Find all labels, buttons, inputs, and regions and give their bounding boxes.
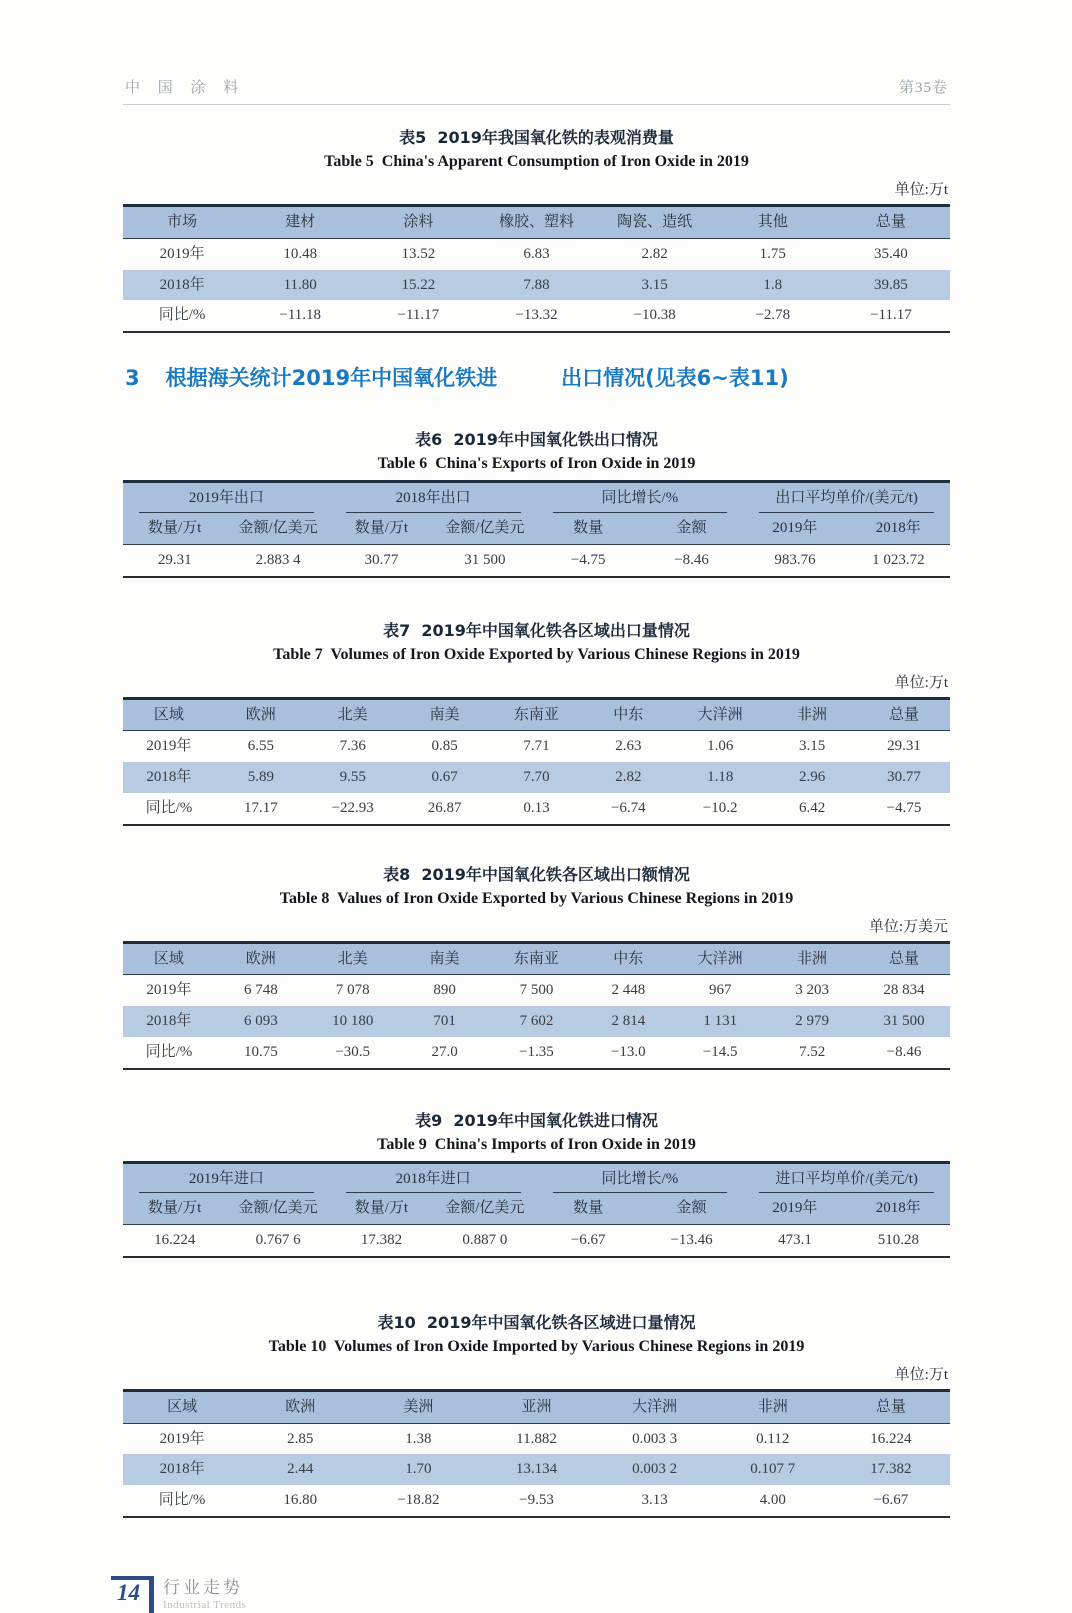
table-row: [123, 1006, 950, 1037]
row-label-cell: 2019年: [146, 738, 192, 755]
group-header-cell: [123, 482, 330, 513]
table-cell: 16.224: [154, 1232, 196, 1248]
table-cell: −4.75: [570, 551, 606, 568]
group-header-label: 2018年进口: [346, 1164, 521, 1194]
table-cell: −6.67: [570, 1232, 606, 1248]
column-header-cell: 区域: [123, 942, 215, 975]
section-number: 3: [125, 366, 140, 390]
column-header-cell: 北美: [307, 942, 399, 975]
column-header-cell: 2019年: [743, 1193, 846, 1224]
table-cell: 510.28: [877, 1232, 919, 1248]
table-cell: −11.18: [279, 307, 322, 324]
table-cell: −10.38: [633, 307, 676, 324]
column-header-cell: 大洋洲: [596, 1390, 714, 1423]
group-header-label: 2019年进口: [139, 1164, 314, 1194]
table-row: [123, 762, 950, 793]
table-cell: 473.1: [778, 1232, 812, 1248]
table7-section: [123, 618, 950, 826]
table-row: [123, 1485, 950, 1517]
table-cell: 0.887 0: [462, 1232, 508, 1248]
group-header-cell: [743, 1162, 950, 1193]
column-header-cell: 东南亚: [491, 698, 583, 731]
table-cell: 2.883 4: [255, 551, 301, 568]
group-header-label: 同比增长/%: [553, 1164, 728, 1194]
table-cell: −10.2: [702, 799, 738, 816]
table-cell: 16.224: [870, 1430, 912, 1447]
table-unit-label: 单位:万t: [894, 1366, 948, 1383]
row-label-cell: 2019年: [159, 1430, 205, 1447]
table-cell: 10 180: [332, 1013, 374, 1029]
table-cell: 1.18: [707, 769, 734, 785]
table-cell: −1.35: [519, 1043, 554, 1060]
table-cell: −2.78: [755, 307, 791, 324]
table-cell: 2 814: [611, 1013, 646, 1029]
group-header-cell: [743, 482, 950, 513]
table-row: [123, 1454, 950, 1485]
table9-section: [123, 1108, 950, 1258]
column-header-cell: 北美: [307, 698, 399, 731]
table-caption-cn: 表9 2019年中国氧化铁进口情况: [415, 1110, 658, 1130]
table-cell: 7.36: [339, 738, 366, 755]
table-cell: 31 500: [464, 551, 506, 568]
column-header-cell: 陶瓷、造纸: [596, 206, 714, 239]
table-caption-cn: 表10 2019年中国氧化铁各区域进口量情况: [377, 1312, 696, 1332]
table-cell: 3.13: [641, 1492, 668, 1508]
table-row: [123, 1423, 950, 1454]
table-cell: 2.82: [641, 245, 668, 262]
column-header-cell: 市场: [123, 206, 241, 239]
table-cell: 11.80: [283, 276, 317, 293]
table-cell: 1.70: [405, 1461, 432, 1478]
table-cell: 2.85: [287, 1430, 314, 1447]
group-header-row: [123, 482, 950, 513]
column-header-cell: 中东: [582, 942, 674, 975]
column-header-cell: 南美: [399, 942, 491, 975]
table-cell: 890: [433, 982, 456, 999]
column-header-cell: 非洲: [714, 1390, 832, 1423]
table-row: [123, 544, 950, 576]
column-header-cell: 欧洲: [215, 698, 307, 731]
table-body: [123, 238, 950, 332]
column-header-cell: 美洲: [359, 1390, 477, 1423]
group-header-cell: [123, 1162, 330, 1193]
column-header-cell: 2019年: [743, 513, 846, 544]
column-header-cell: 金额/亿美元: [226, 1193, 329, 1224]
table-cell: 1.06: [707, 738, 734, 755]
table-cell: 16.80: [283, 1492, 318, 1508]
column-header-cell: 金额/亿美元: [433, 1193, 536, 1224]
table-row: [123, 975, 950, 1006]
column-header-cell: 数量: [537, 1193, 640, 1224]
table-row: [123, 793, 950, 825]
table-body: [123, 1423, 950, 1517]
header-row: [123, 206, 950, 239]
group-header-label: 进口平均单价/(美元/t): [759, 1164, 934, 1194]
footer-labels: [154, 1576, 246, 1612]
table-row: [123, 731, 950, 762]
table-row: [123, 270, 950, 301]
group-header-cell: [537, 1162, 744, 1193]
table-cell: −8.46: [674, 551, 709, 568]
page-footer: [111, 1576, 950, 1613]
table-body: [123, 544, 950, 576]
table-cell: 967: [708, 982, 732, 999]
row-label-cell: 2018年: [159, 1461, 205, 1478]
header-row: [123, 698, 950, 731]
table-cell: 10.48: [283, 245, 318, 262]
table-cell: 7.88: [523, 276, 550, 293]
page-number-bracket: [111, 1576, 154, 1613]
table-unit-label: 单位:万美元: [868, 918, 948, 935]
column-header-cell: 金额/亿美元: [433, 513, 536, 544]
column-header-cell: 欧洲: [215, 942, 307, 975]
table-caption-en: Table 7 Volumes of Iron Oxide Exported by Various Chinese Regions in 2019: [273, 645, 800, 663]
table-header: [123, 1162, 950, 1225]
table-cell: 0.107 7: [750, 1461, 796, 1478]
table6-section: [123, 427, 950, 577]
table-cell: 6.83: [523, 245, 550, 262]
table-caption-cn: 表6 2019年中国氧化铁出口情况: [415, 430, 658, 450]
table-body: [123, 1225, 950, 1257]
table-cell: 6.55: [247, 738, 274, 755]
table-row: [123, 300, 950, 332]
column-header-cell: 橡胶、塑料: [477, 206, 595, 239]
column-header-cell: 金额: [640, 513, 743, 544]
table-cell: 0.85: [431, 738, 458, 755]
table8-section: [123, 862, 950, 1070]
column-header-cell: 数量/万t: [123, 1193, 226, 1224]
table-cell: 2 979: [795, 1013, 829, 1029]
column-header-cell: 大洋洲: [674, 698, 766, 731]
table-cell: 1.38: [405, 1430, 432, 1447]
table-caption-en: Table 6 China's Exports of Iron Oxide in 2019: [377, 455, 696, 473]
table-cell: 5.89: [247, 769, 274, 785]
table-cell: −6.67: [873, 1492, 909, 1508]
table-cell: −13.46: [670, 1232, 713, 1248]
table-cell: 6 093: [243, 1013, 278, 1029]
column-header-cell: 总量: [858, 942, 950, 975]
table-cell: 29.31: [887, 738, 921, 755]
table-cell: 2.63: [615, 738, 642, 755]
table-cell: 7 078: [335, 982, 370, 999]
data-table: [123, 1161, 950, 1258]
table-cell: 39.85: [874, 276, 908, 293]
column-header-cell: 东南亚: [491, 942, 583, 975]
column-header-cell: 南美: [399, 698, 491, 731]
table-header: [123, 942, 950, 975]
table-cell: −18.82: [397, 1492, 440, 1508]
table-cell: 7 500: [519, 982, 554, 999]
header-row: [123, 1390, 950, 1423]
table-header: [123, 1390, 950, 1423]
table-cell: −11.17: [397, 307, 440, 324]
table-cell: 17.382: [360, 1232, 403, 1248]
table-cell: 30.77: [887, 769, 921, 785]
page-number: 14: [117, 1579, 140, 1605]
table-cell: 7.52: [798, 1043, 826, 1060]
column-header-cell: 非洲: [766, 942, 858, 975]
table-header: [123, 482, 950, 545]
table-cell: 7.71: [523, 738, 550, 755]
group-header-row: [123, 1162, 950, 1193]
table-unit-label: 单位:万t: [894, 182, 948, 198]
table-cell: 1.75: [759, 245, 786, 262]
column-header-cell: 区域: [123, 698, 215, 731]
group-header-cell: [537, 482, 744, 513]
column-header-cell: 建材: [241, 206, 359, 239]
column-header-cell: 数量/万t: [330, 1193, 433, 1224]
table-caption-en: Table 10 Volumes of Iron Oxide Imported by Various Chinese Regions in 2019: [268, 1337, 805, 1355]
group-header-label: 2019年出口: [139, 483, 314, 513]
table-caption-cn: 表7 2019年中国氧化铁各区域出口量情况: [383, 620, 690, 640]
table-caption-en: Table 5 China's Apparent Consumption of Iron Oxide in 2019: [324, 153, 749, 170]
running-head: [123, 0, 950, 105]
table-cell: 3.15: [798, 738, 826, 755]
table-cell: 2.82: [615, 769, 642, 785]
table-caption-cn: 表8 2019年中国氧化铁各区域出口额情况: [383, 864, 690, 884]
table-cell: 15.22: [401, 276, 436, 293]
column-header-cell: 2018年: [847, 513, 950, 544]
table-cell: 27.0: [431, 1043, 458, 1060]
table-cell: 31 500: [883, 1013, 925, 1029]
table-body: [123, 975, 950, 1069]
table-cell: 7.70: [523, 769, 550, 785]
journal-name: 中 国 涂 料: [125, 80, 246, 96]
section-heading-part2: 出口情况(见表6~表11): [561, 366, 789, 390]
data-table: [123, 697, 950, 826]
table-cell: −22.93: [331, 799, 374, 816]
table-row: [123, 1037, 950, 1069]
table-cell: 13.134: [515, 1461, 558, 1478]
table-cell: 2 448: [611, 982, 646, 999]
table-cell: 28 834: [883, 982, 925, 999]
table-cell: 701: [433, 1013, 456, 1029]
table-cell: 0.003 2: [632, 1461, 678, 1478]
table-header: [123, 206, 950, 239]
column-header-cell: 总量: [832, 206, 950, 239]
table-cell: 30.77: [364, 551, 399, 568]
group-header-cell: [330, 482, 537, 513]
row-label-cell: 2019年: [159, 245, 205, 262]
column-header-cell: 总量: [858, 698, 950, 731]
table-header: [123, 698, 950, 731]
table-cell: −11.17: [870, 307, 912, 324]
table-cell: 0.767 6: [255, 1232, 301, 1248]
table-cell: −13.0: [610, 1043, 646, 1060]
table-cell: 1.8: [763, 276, 783, 293]
volume-label: 第35卷: [898, 80, 948, 96]
table-cell: 6.42: [798, 799, 826, 816]
table-caption-en: Table 8 Values of Iron Oxide Exported by Various Chinese Regions in 2019: [279, 889, 794, 907]
table10-section: [123, 1310, 950, 1518]
table-cell: 1 023.72: [872, 551, 925, 568]
section-heading-part1: 根据海关统计2019年中国氧化铁进: [165, 366, 498, 390]
row-label-cell: 2018年: [146, 769, 192, 785]
column-header-cell: 欧洲: [241, 1390, 359, 1423]
table-cell: −9.53: [519, 1492, 554, 1508]
section-heading: [125, 365, 950, 391]
footer-label-cn: 行业走势: [163, 1577, 243, 1597]
table-cell: 17.17: [243, 799, 278, 816]
table-cell: 3.15: [641, 276, 668, 293]
table-unit-label: 单位:万t: [894, 674, 948, 691]
group-header-cell: [330, 1162, 537, 1193]
table-cell: 10.75: [243, 1043, 278, 1060]
table-cell: 2.96: [798, 769, 826, 785]
table-body: [123, 731, 950, 825]
table-cell: 0.67: [431, 769, 458, 785]
sub-header-row: [123, 1193, 950, 1224]
row-label-cell: 2019年: [146, 982, 192, 999]
column-header-cell: 大洋洲: [674, 942, 766, 975]
table-cell: 11.882: [516, 1430, 557, 1447]
table-cell: 13.52: [401, 245, 436, 262]
table-cell: 0.13: [523, 799, 550, 816]
data-table: [123, 1389, 950, 1518]
row-label-cell: 2018年: [146, 1013, 192, 1029]
column-header-cell: 总量: [832, 1390, 950, 1423]
row-label-cell: 同比/%: [145, 799, 193, 816]
data-table: [123, 204, 950, 333]
table-cell: 7 602: [519, 1013, 554, 1029]
table-cell: 2.44: [287, 1461, 314, 1478]
table-cell: −8.46: [886, 1043, 922, 1060]
column-header-cell: 涂料: [359, 206, 477, 239]
column-header-cell: 金额: [640, 1193, 743, 1224]
column-header-cell: 数量/万t: [123, 513, 226, 544]
data-table: [123, 480, 950, 577]
table-caption-en: Table 9 China's Imports of Iron Oxide in 2019: [377, 1135, 696, 1153]
column-header-cell: 金额/亿美元: [226, 513, 329, 544]
group-header-label: 同比增长/%: [553, 483, 728, 513]
table-cell: 3 203: [795, 982, 829, 999]
column-header-cell: 亚洲: [477, 1390, 595, 1423]
row-label-cell: 同比/%: [145, 1043, 193, 1060]
table-cell: −13.32: [515, 307, 558, 324]
table-cell: 0.003 3: [632, 1430, 678, 1447]
column-header-cell: 中东: [582, 698, 674, 731]
table-caption-cn: 表5 2019年我国氧化铁的表观消费量: [399, 128, 674, 147]
table-cell: 35.40: [874, 245, 908, 262]
sub-header-row: [123, 513, 950, 544]
table-row: [123, 238, 950, 269]
row-label-cell: 2018年: [159, 276, 205, 293]
footer-label-en: Industrial Trends: [163, 1599, 247, 1612]
table-cell: −4.75: [886, 799, 922, 816]
group-header-label: 2018年出口: [346, 483, 521, 513]
table-cell: −30.5: [335, 1043, 371, 1060]
table-cell: −6.74: [610, 799, 646, 816]
row-label-cell: 同比/%: [158, 1492, 206, 1508]
column-header-cell: 区域: [123, 1390, 241, 1423]
table-row: [123, 1225, 950, 1257]
table-cell: 4.00: [759, 1492, 786, 1508]
row-label-cell: 同比/%: [158, 307, 206, 324]
data-table: [123, 941, 950, 1070]
table-cell: 6 748: [243, 982, 278, 999]
table5-section: [123, 125, 950, 333]
table-cell: 0.112: [756, 1430, 790, 1447]
column-header-cell: 2018年: [847, 1193, 950, 1224]
table-cell: 29.31: [157, 551, 192, 568]
table-cell: 17.382: [870, 1461, 912, 1478]
table-cell: 1 131: [703, 1013, 738, 1029]
column-header-cell: 非洲: [766, 698, 858, 731]
column-header-cell: 数量: [537, 513, 640, 544]
table-cell: −14.5: [702, 1043, 738, 1060]
column-header-cell: 其他: [714, 206, 832, 239]
table-cell: 26.87: [427, 799, 462, 816]
header-row: [123, 942, 950, 975]
group-header-label: 出口平均单价/(美元/t): [759, 483, 934, 513]
table-cell: 9.55: [339, 769, 366, 785]
table-cell: 983.76: [774, 551, 816, 568]
column-header-cell: 数量/万t: [330, 513, 433, 544]
